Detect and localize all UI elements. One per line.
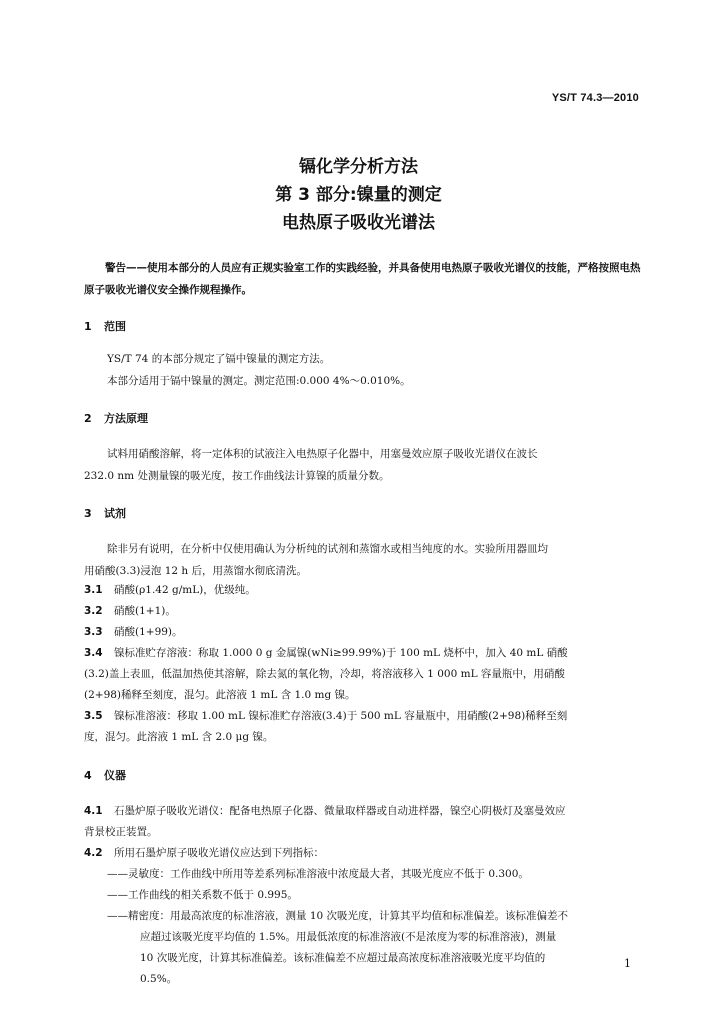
section-title: 范围	[104, 320, 126, 333]
paragraph-line: (2+98)稀释至刻度，混匀。此溶液 1 mL 含 1.0 mg 镍。	[84, 689, 356, 701]
item-text: 石墨炉原子吸收光谱仪：配备电热原子化器、微量取样器或自动进样器，镍空心阴极灯及塞曼效应	[114, 805, 566, 817]
item-number: 4.2	[84, 847, 103, 859]
section-2-heading	[84, 410, 148, 426]
section-number: 1	[84, 320, 92, 333]
paragraph-line: 用硝酸(3.3)浸泡 12 h 后，用蒸馏水彻底清洗。	[84, 565, 308, 577]
standard-code: YS/T 74.3—2010	[551, 92, 639, 104]
section-number: 3	[84, 507, 92, 520]
paragraph-line: 除非另有说明，在分析中仅使用确认为分析纯的试剂和蒸馏水或相当纯度的水。实验所用器皿均	[107, 543, 548, 555]
paragraph-line: 应超过该吸光度平均值的 1.5%。用最低浓度的标准溶液(不是浓度为零的标准溶液)，测量	[140, 931, 557, 943]
paragraph-line: YS/T 74 的本部分规定了镉中镍量的测定方法。	[107, 353, 331, 365]
paragraph-line: 232.0 nm 处测量镍的吸光度，按工作曲线法计算镍的质量分数。	[84, 470, 390, 482]
section-4-heading	[84, 767, 126, 783]
item-number: 3.4	[84, 647, 103, 659]
list-item	[84, 624, 644, 639]
page-number: 1	[624, 957, 631, 970]
item-text: 硝酸(1+99)。	[114, 626, 183, 638]
item-text: 所用石墨炉原子吸收光谱仪应达到下列指标：	[114, 847, 324, 859]
item-number: 3.3	[84, 626, 103, 638]
title-line-2: 第 3 部分:镍量的测定	[275, 185, 442, 205]
paragraph-line: (3.2)盖上表皿，低温加热使其溶解，除去氮的氧化物，冷却，将溶液移入 1 000 mL 容量瓶中，用硝酸	[84, 668, 565, 680]
paragraph-line: 10 次吸光度，计算其标准偏差。该标准偏差不应超过最高浓度标准溶液吸光度平均值的	[140, 952, 546, 964]
list-item	[84, 582, 644, 597]
title-line-3: 电热原子吸收光谱法	[282, 213, 435, 233]
paragraph-line: 试料用硝酸溶解，将一定体积的试液注入电热原子化器中，用塞曼效应原子吸收光谱仪在波长	[107, 448, 538, 460]
list-item	[84, 803, 644, 818]
section-1-heading	[84, 318, 126, 334]
section-3-heading	[84, 505, 126, 521]
item-number: 3.2	[84, 605, 103, 617]
section-number: 2	[84, 412, 92, 425]
list-item	[84, 645, 644, 660]
dash-item: ——工作曲线的相关系数不低于 0.995。	[107, 889, 298, 901]
section-number: 4	[84, 769, 92, 782]
section-title: 试剂	[104, 507, 126, 520]
item-text: 镍标准溶液：移取 1.00 mL 镍标准贮存溶液(3.4)于 500 mL 容量瓶中，用硝酸(2+98)稀释至刻	[114, 710, 568, 722]
paragraph-line: 度，混匀。此溶液 1 mL 含 2.0 μg 镍。	[84, 731, 274, 743]
dash-item: ——精密度：用最高浓度的标准溶液，测量 10 次吸光度，计算其平均值和标准偏差。该标准偏差不	[107, 910, 569, 922]
item-text: 镍标准贮存溶液：称取 1.000 0 g 金属镍(wNi≥99.99%)于 100 mL 烧杯中，加入 40 mL 硝酸	[114, 647, 568, 659]
section-title: 仪器	[104, 769, 126, 782]
list-item	[84, 603, 644, 618]
paragraph-line: 背景校正装置。	[84, 826, 158, 838]
list-item	[84, 708, 644, 723]
item-number: 3.1	[84, 584, 103, 596]
dash-item: ——灵敏度：工作曲线中所用等差系列标准溶液中浓度最大者，其吸光度应不低于 0.300。	[107, 868, 529, 880]
paragraph-line: 0.5%。	[140, 973, 178, 985]
item-number: 4.1	[84, 805, 103, 817]
paragraph-line: 本部分适用于镉中镍量的测定。测定范围:0.000 4%～0.010%。	[107, 375, 411, 387]
item-text: 硝酸(ρ1.42 g/mL)，优级纯。	[114, 584, 256, 596]
list-item	[84, 845, 644, 860]
item-number: 3.5	[84, 710, 103, 722]
title-line-1: 镉化学分析方法	[299, 157, 418, 177]
item-text: 硝酸(1+1)。	[114, 605, 176, 617]
warning-paragraph: 警告——使用本部分的人员应有正规实验室工作的实践经验，并具备使用电热原子吸收光谱仪的技能，严格按照电热原子吸收光谱仪安全操作规程操作。	[84, 262, 641, 296]
section-title: 方法原理	[104, 412, 148, 425]
